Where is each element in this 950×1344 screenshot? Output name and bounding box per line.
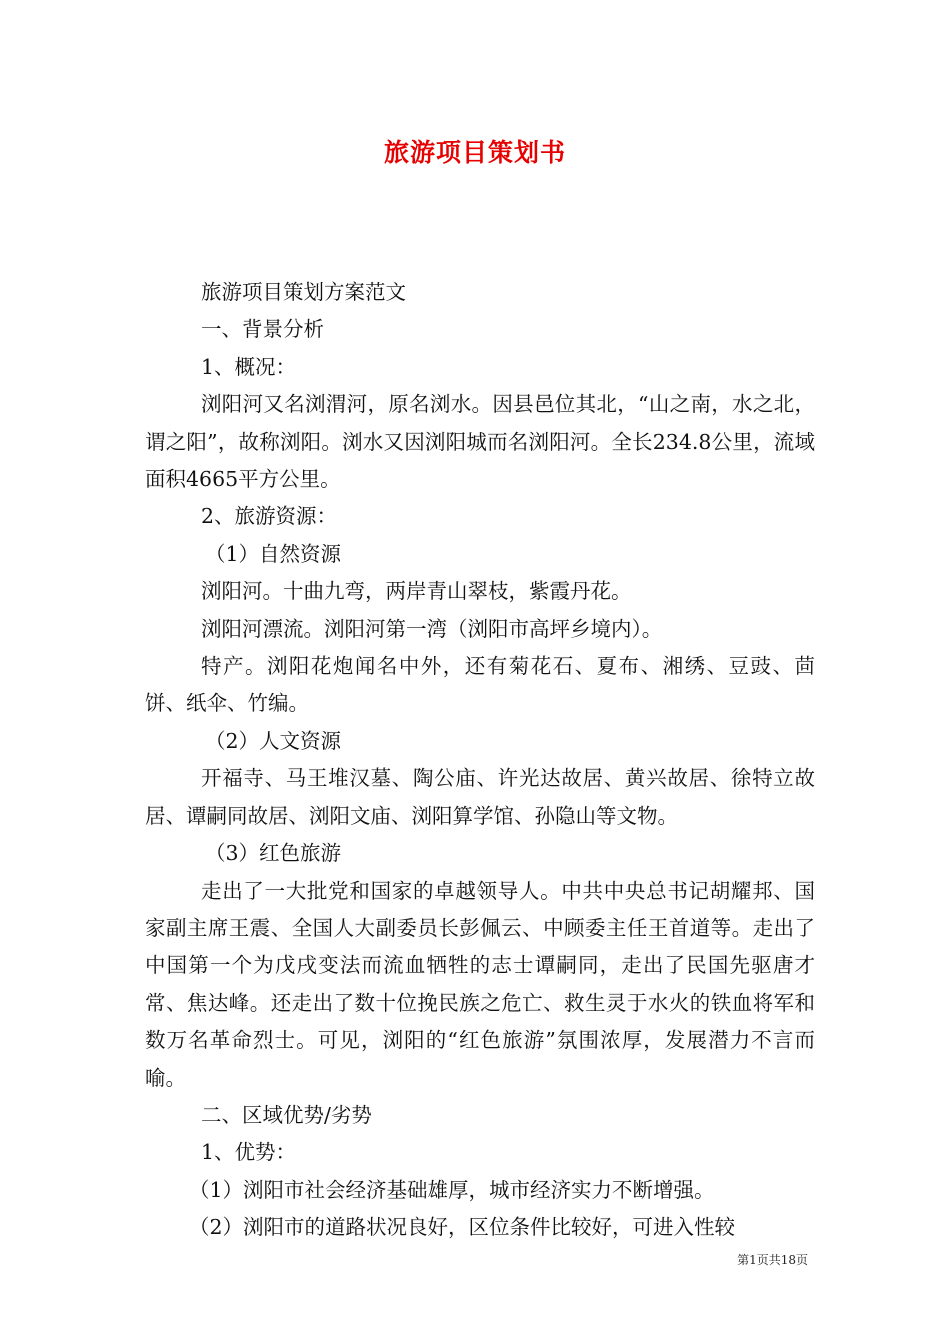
paragraph: 浏阳河又名浏渭河，原名浏水。因县邑位其北，“山之南，水之北，谓之阳”，故称浏阳。浏水又因浏阳城而名浏阳河。全长234.8公里，流域面积4665平方公里。 [145,392,815,492]
paragraph: （2）人文资源 [205,728,342,753]
paragraph: 浏阳河漂流。浏阳河第一湾（浏阳市高坪乡境内）。 [201,616,663,641]
paragraph: 走出了一大批党和国家的卓越领导人。中共中央总书记胡耀邦、国家副主席王震、全国人大副委员长彭佩云、中顾委主任王首道等。走出了中国第一个为戊戌变法而流血牺牲的志士谭嗣同，走出了民国先驱唐才常、焦达峰。还走出了数十位挽民族之危亡、救生灵于水火的铁血将军和数万名革命烈士。可见，浏阳的“红色旅游”氛围浓厚，发展潜力不言而喻。 [145,878,815,1090]
paragraph: （1）浏阳市社会经济基础雄厚，城市经济实力不断增强。 [189,1177,715,1202]
paragraph: 二、区域优势/劣势 [201,1102,372,1127]
paragraph: 浏阳河。十曲九弯，两岸青山翠枝，紫霞丹花。 [201,579,632,604]
paragraph: 1、概况： [201,354,297,379]
document-title: 旅游项目策划书 [383,138,566,167]
paragraph: 2、旅游资源： [201,504,338,529]
paragraph: 1、优势： [201,1140,297,1165]
paragraph: 一、背景分析 [201,317,324,342]
paragraph: （1）自然资源 [205,541,342,566]
paragraph: 开福寺、马王堆汉墓、陶公庙、许光达故居、黄兴故居、徐特立故居、谭嗣同故居、浏阳文庙、浏阳算学馆、孙隐山等文物。 [145,766,815,828]
paragraph: （2）浏阳市的道路状况良好，区位条件比较好，可进入性较 [189,1215,736,1240]
page-footer: 第1页共18页 [737,1253,808,1267]
document-body [145,274,815,1247]
paragraph: （3）红色旅游 [205,841,342,866]
paragraph: 特产。浏阳花炮闻名中外，还有菊花石、夏布、湘绣、豆豉、茴饼、纸伞、竹编。 [145,654,815,716]
paragraph: 旅游项目策划方案范文 [201,280,406,304]
